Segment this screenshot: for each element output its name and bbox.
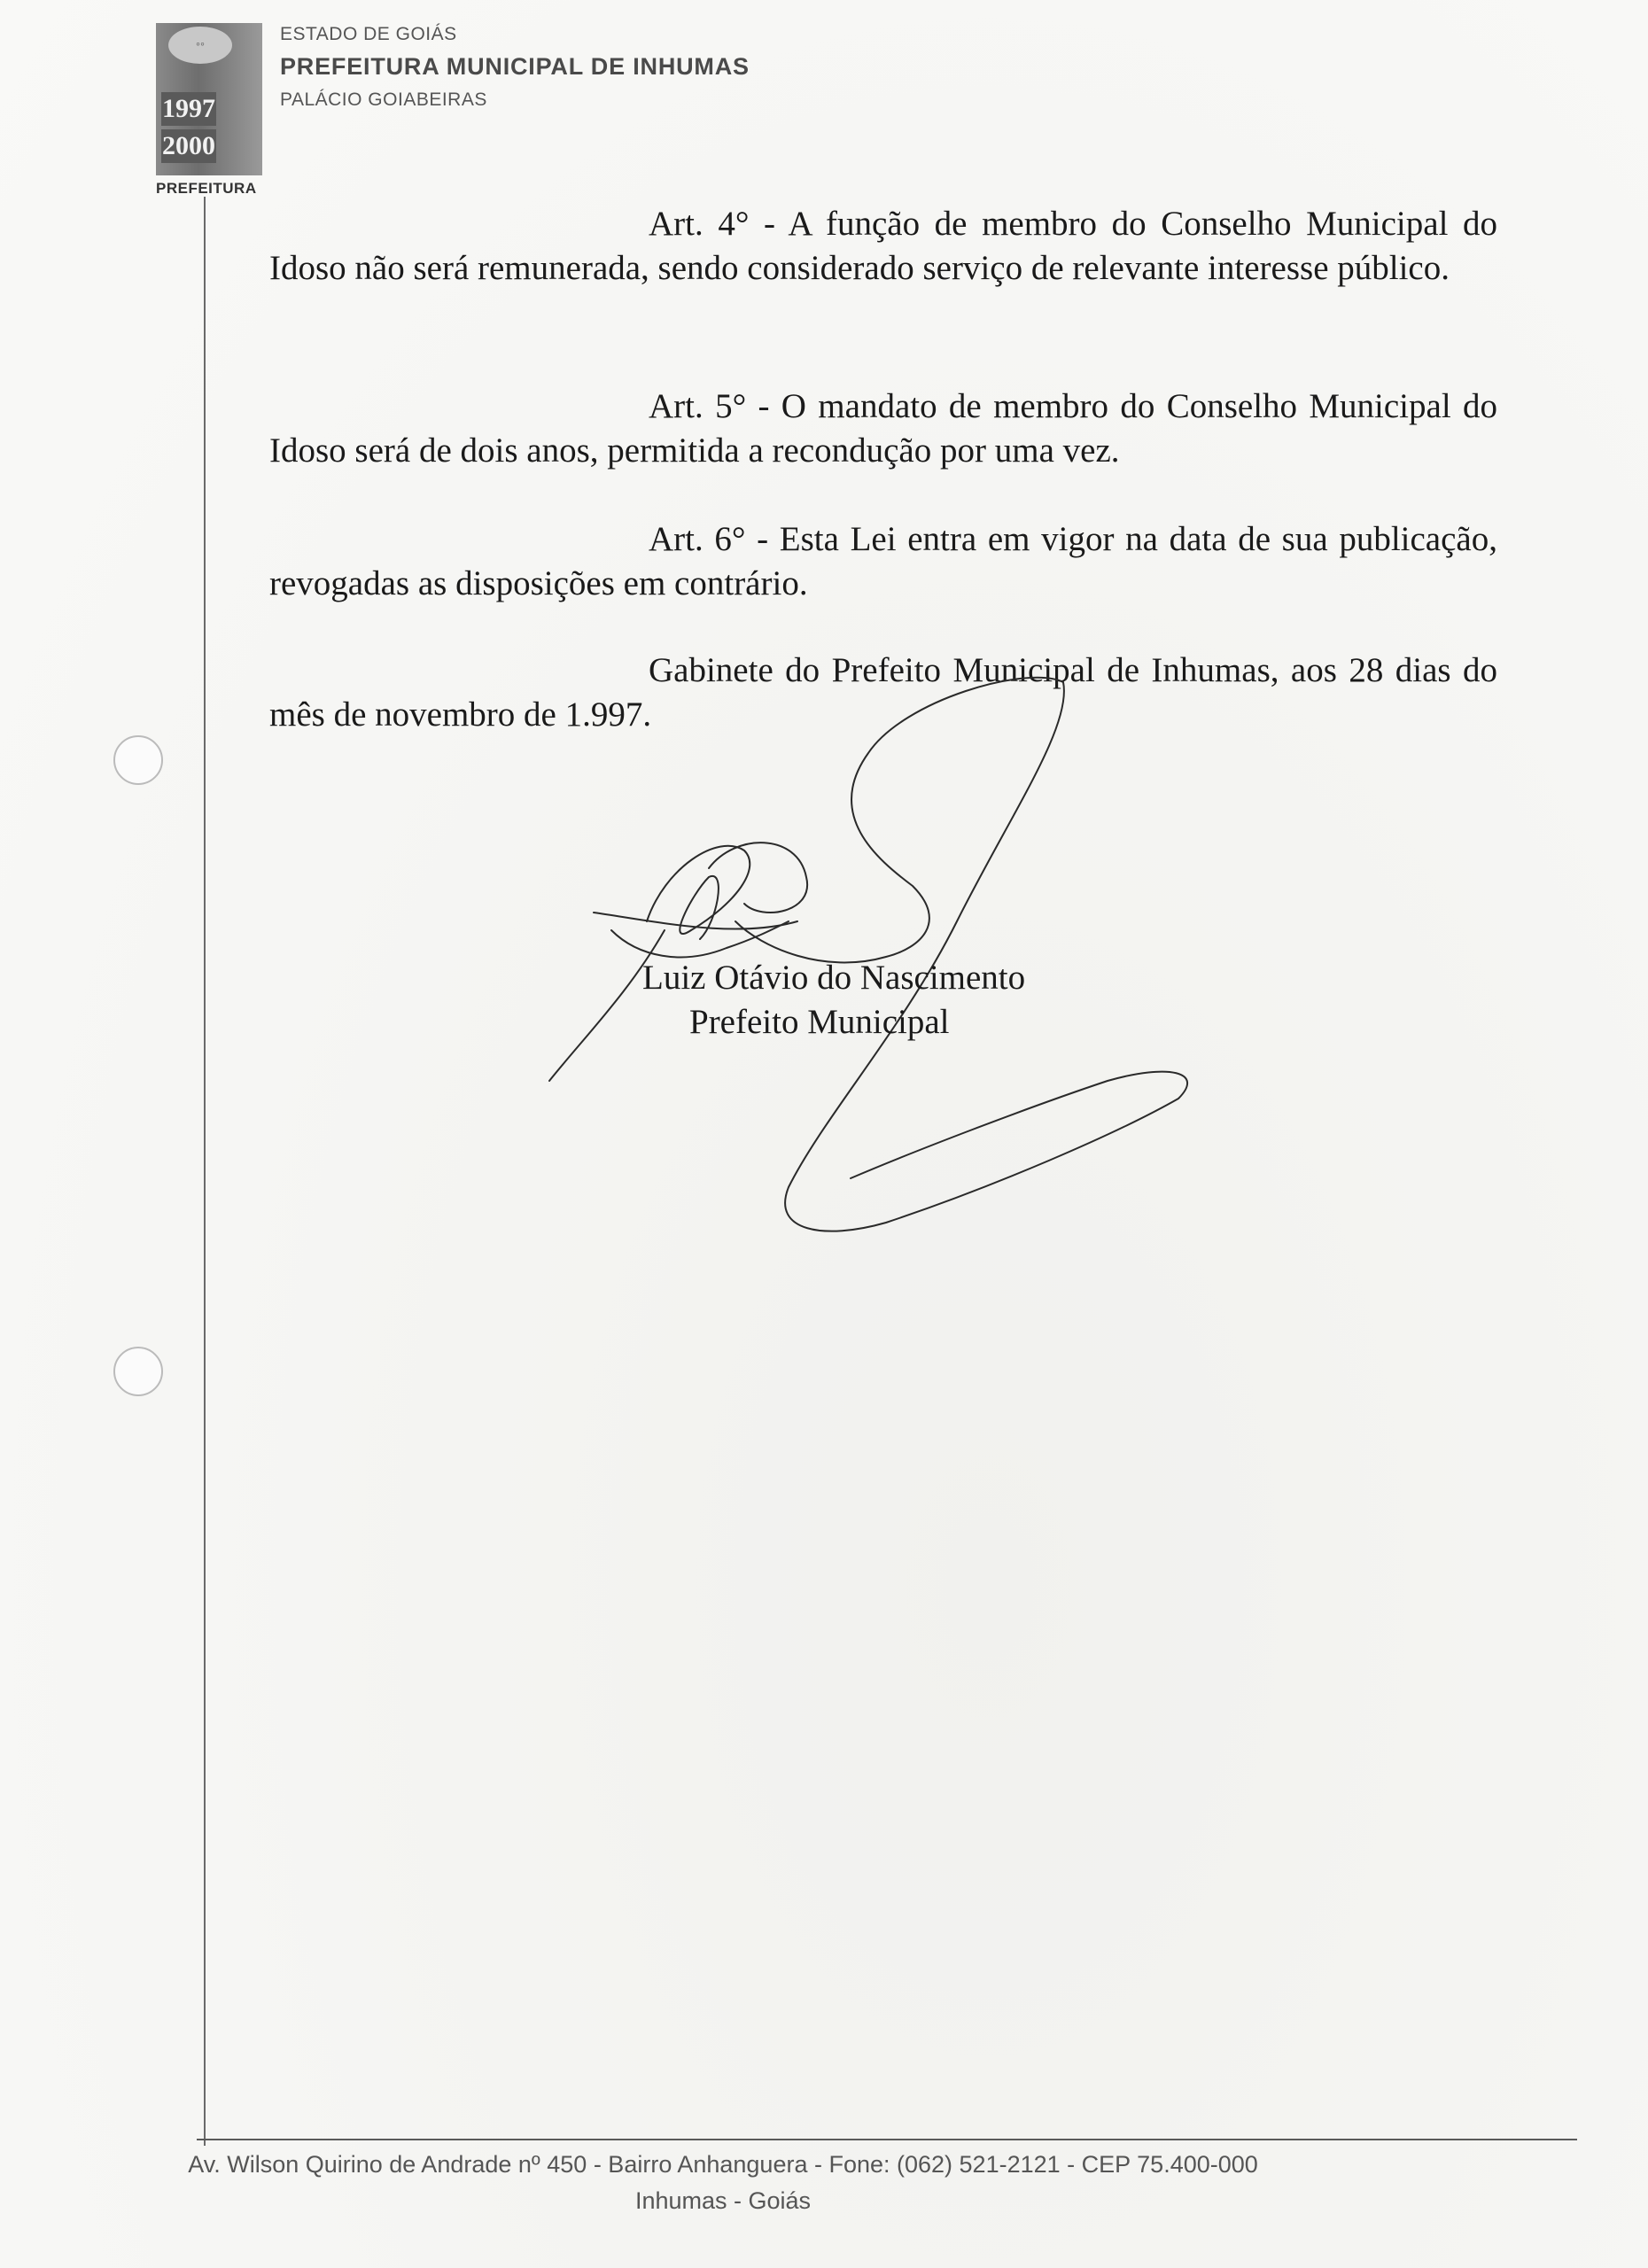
header-palace: PALÁCIO GOIABEIRAS xyxy=(280,89,487,110)
article-5-text: do Idoso será de dois anos, permitida a recondução por uma vez. xyxy=(269,387,1498,470)
signatory-title: Prefeito Municipal xyxy=(689,1003,950,1041)
punch-hole-upper xyxy=(113,735,163,785)
logo-year-end: 2000 xyxy=(161,129,216,163)
signatory-name: Luiz Otávio do Nascimento xyxy=(642,959,1026,997)
header-prefecture: PREFEITURA MUNICIPAL DE INHUMAS xyxy=(280,53,750,80)
footer-rule xyxy=(197,2139,1577,2140)
closing-lead: Gabinete do Prefeito Municipal de Inhumas, aos 28 dias xyxy=(649,651,1451,689)
article-6-lead: Art. 6° - Esta Lei entra em vigor na data de sua xyxy=(649,520,1328,558)
header-state: ESTADO DE GOIÁS xyxy=(280,24,457,44)
left-margin-rule xyxy=(204,197,206,2146)
logo-year-start: 1997 xyxy=(161,92,216,126)
article-4-text: do Idoso não será remunerada, sendo considerado serviço de relevante interesse público. xyxy=(269,205,1497,287)
article-5 xyxy=(269,384,1497,473)
logo-emblem: ◦◦ xyxy=(168,27,232,64)
article-5-lead: Art. 5° - O mandato de membro do Conselho Municipal xyxy=(649,387,1451,425)
footer-city: Inhumas - Goiás xyxy=(634,2187,812,2214)
punch-hole-lower xyxy=(113,1347,163,1396)
article-6 xyxy=(269,517,1497,606)
article-4 xyxy=(269,202,1497,291)
footer-address: Av. Wilson Quirino de Andrade nº 450 - Bairro Anhanguera - Fone: (062) 521-2121 - CEP 75.400-000 xyxy=(188,2151,1258,2178)
article-6-text: publicação, revogadas as disposições em contrário. xyxy=(269,520,1497,602)
logo-caption: PREFEITURA xyxy=(156,180,257,197)
closing-text: do mês de novembro de 1.997. xyxy=(269,651,1497,734)
article-4-lead: Art. 4° - A função de membro do Conselho Municipal xyxy=(649,205,1449,243)
